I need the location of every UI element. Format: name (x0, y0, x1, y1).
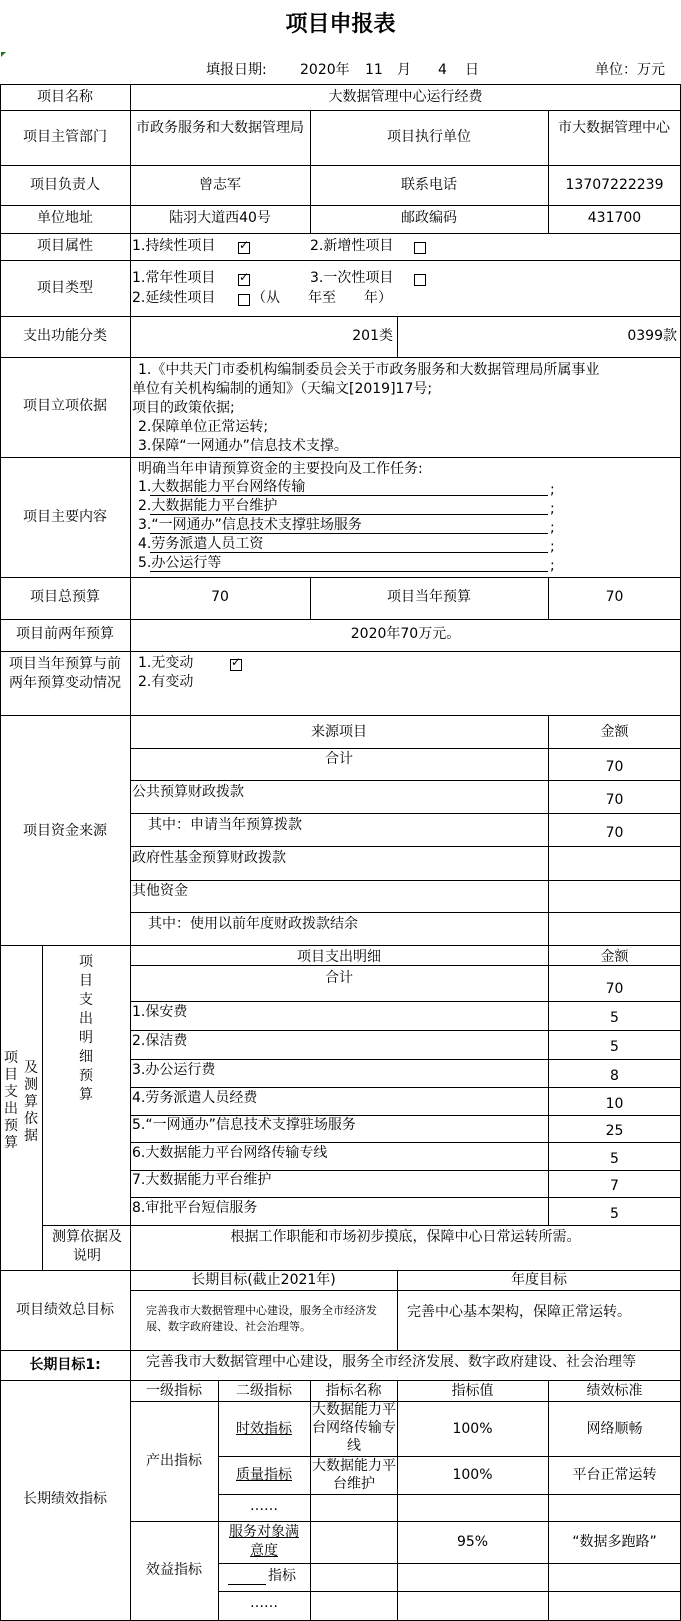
funding-row-public: 公共预算财政拨款 (132, 784, 244, 800)
type-option-2-range: （从 年至 年） (252, 290, 392, 306)
project-name-label: 项目名称 (37, 89, 93, 105)
fill-year: 2020年 (300, 62, 350, 78)
quality-indicator-name: 大数据能力平台维护 (312, 1458, 396, 1492)
basis-line-1: 1.《中共天门市委机构编制委员会关于市政务服务和大数据管理局所属事业 (138, 362, 600, 378)
type-checkbox-3[interactable] (414, 274, 426, 286)
phone-label: 联系电话 (401, 177, 457, 193)
expense-row-8: 8.审批平台短信服务 (132, 1200, 258, 1216)
indicator-header-level1: 一级指标 (146, 1383, 202, 1399)
current-budget-label: 项目当年预算 (387, 589, 471, 605)
fill-month: 11 (365, 62, 383, 78)
phone-value: 13707222239 (565, 177, 664, 193)
quality-indicator-standard: 平台正常运转 (572, 1467, 657, 1483)
expense-row-7-amount: 7 (610, 1178, 619, 1194)
satisfaction-indicator-value: 95% (456, 1534, 489, 1550)
exec-value: 市大数据管理中心 (558, 120, 670, 136)
unit-label: 单位：万元 (595, 62, 665, 78)
attribute-option-2: 2.新增性项目 (310, 238, 394, 254)
content-sep-1: ; (550, 482, 555, 498)
content-underline-4 (150, 552, 548, 553)
expense-inner-label: 项目支出明细预算 (79, 954, 93, 1103)
annual-header: 年度目标 (511, 1272, 567, 1288)
attribute-option-1: 1.持续性项目 (132, 238, 216, 254)
project-name-value: 大数据管理中心运行经费 (328, 89, 483, 105)
funding-amount-header: 金额 (600, 724, 629, 740)
funding-row-gov-fund: 政府性基金预算财政拨款 (132, 850, 286, 866)
funding-row-total-amount: 70 (605, 759, 624, 775)
timeliness-indicator: 时效指标 (236, 1421, 292, 1437)
expense-row-4: 4.劳务派遣人员经费 (132, 1090, 258, 1106)
type-checkbox-2[interactable] (238, 294, 250, 306)
dept-label: 项目主管部门 (23, 129, 107, 145)
total-budget-value: 70 (211, 589, 229, 605)
indicators-label: 长期绩效指标 (23, 1491, 107, 1507)
output-indicator-label: 产出指标 (146, 1453, 202, 1469)
blank-indicator: 指标 (268, 1568, 296, 1584)
indicator-header-level2: 二级指标 (236, 1383, 292, 1399)
funding-source-header: 来源项目 (311, 724, 367, 740)
content-underline-3 (150, 533, 548, 534)
expense-row-1: 1.保安费 (132, 1004, 188, 1020)
funding-row-other: 其他资金 (132, 883, 188, 899)
fill-month-unit: 月 (397, 62, 411, 78)
benefit-indicator-label: 效益指标 (146, 1562, 202, 1578)
content-item-3: 3.“一网通办”信息技术支撑驻场服务 (138, 517, 362, 533)
satisfaction-indicator-standard: “数据多跑路” (572, 1534, 657, 1550)
postcode-label: 邮政编码 (401, 210, 457, 226)
funding-row-public-amount: 70 (605, 792, 624, 808)
type-label: 项目类型 (37, 280, 93, 296)
output-more-dots: …… (250, 1498, 278, 1514)
expense-detail-header: 项目支出明细 (297, 949, 381, 965)
expense-row-2-amount: 5 (610, 1039, 619, 1055)
long-term-header: 长期目标(截止2021年) (191, 1272, 336, 1288)
expense-row-7: 7.大数据能力平台维护 (132, 1172, 272, 1188)
current-budget-value: 70 (605, 589, 624, 605)
funding-label: 项目资金来源 (23, 823, 107, 839)
content-underline-1 (150, 495, 548, 496)
benefit-more-dots: …… (250, 1595, 278, 1611)
type-option-2: 2.延续性项目 (132, 290, 216, 306)
content-sep-3: ; (550, 520, 555, 536)
funding-row-surplus: 其中：使用以前年度财政拨款结余 (148, 916, 358, 932)
total-budget-label: 项目总预算 (30, 589, 100, 605)
expense-row-4-amount: 10 (605, 1096, 624, 1112)
exec-label: 项目执行单位 (387, 129, 471, 145)
satisfaction-indicator: 服务对象满意度 (229, 1524, 299, 1559)
leader-value: 曾志军 (199, 177, 241, 193)
basis-line-2: 单位有关机构编制的通知》（天编文[2019]17号; (132, 381, 433, 397)
budget-change-option-2: 2.有变动 (138, 674, 194, 690)
quality-indicator-value: 100% (452, 1467, 493, 1483)
content-item-1: 1.大数据能力平台网络传输 (138, 479, 306, 495)
expense-basis-label: 测算依据及说明 (52, 1229, 122, 1264)
expense-outer-label-2: 及测算依据 (24, 1060, 38, 1144)
long-term-text: 完善我市大数据管理中心建设，服务全市经济发展、数字政府建设、社会治理等。 (146, 1304, 377, 1333)
long-term-goal-1-text: 完善我市大数据管理中心建设，服务全市经济发展、数字政府建设、社会治理等 (146, 1354, 636, 1370)
timeliness-indicator-standard: 网络顺畅 (586, 1421, 643, 1437)
content-sep-4: ; (550, 539, 555, 555)
timeliness-indicator-name: 大数据能力平台网络传输专线 (312, 1402, 396, 1454)
budget-change-label: 项目当年预算与前两年预算变动情况 (9, 656, 121, 691)
content-underline-2 (150, 514, 548, 515)
content-sep-2: ; (550, 501, 555, 517)
timeliness-indicator-value: 100% (452, 1421, 493, 1437)
attribute-checkbox-2[interactable] (414, 242, 426, 254)
expense-row-1-amount: 5 (610, 1010, 619, 1026)
funding-row-total: 合计 (325, 751, 353, 767)
expense-row-5-amount: 25 (605, 1123, 624, 1139)
attribute-label: 项目属性 (37, 238, 93, 254)
dept-value: 市政务服务和大数据管理局 (136, 120, 304, 136)
expense-row-3-amount: 8 (610, 1068, 619, 1084)
expense-total-label: 合计 (325, 970, 353, 986)
expense-row-6-amount: 5 (610, 1151, 619, 1167)
expense-row-3: 3.办公运行费 (132, 1062, 216, 1078)
leader-label: 项目负责人 (30, 177, 100, 193)
funding-row-current-amount: 70 (605, 825, 624, 841)
budget-change-option-1: 1.无变动 (138, 655, 194, 671)
expense-total-value: 70 (605, 981, 624, 997)
content-item-5: 5.办公运行等 (138, 555, 222, 571)
expense-row-8-amount: 5 (610, 1206, 619, 1222)
content-label: 项目主要内容 (23, 509, 107, 525)
expense-outer-label: 项目支出预算 (4, 1050, 18, 1151)
expense-amount-header: 金额 (600, 949, 629, 965)
quality-indicator: 质量指标 (236, 1467, 292, 1483)
content-underline-5 (150, 571, 548, 572)
expense-basis-value: 根据工作职能和市场初步摸底，保障中心日常运转所需。 (230, 1229, 581, 1245)
cell-marker (1, 52, 6, 57)
prev-budget-label: 项目前两年预算 (16, 626, 114, 642)
indicator-header-name: 指标名称 (325, 1383, 382, 1399)
fill-day-unit: 日 (465, 62, 479, 78)
function-item-value: 0399款 (627, 328, 677, 344)
expense-row-2: 2.保洁费 (132, 1033, 188, 1049)
indicator-header-value: 指标值 (451, 1383, 494, 1399)
fill-date-label: 填报日期: (206, 62, 267, 78)
content-intro: 明确当年申请预算资金的主要投向及工作任务: (138, 461, 423, 477)
function-class-value: 201类 (352, 328, 393, 344)
address-value: 陆羽大道西40号 (169, 210, 271, 226)
address-label: 单位地址 (37, 210, 93, 226)
content-item-4: 4.劳务派遣人员工资 (138, 536, 264, 552)
funding-row-current: 其中：申请当年预算拨款 (148, 817, 302, 833)
prev-budget-value: 2020年70万元。 (350, 626, 461, 642)
content-sep-5: ; (550, 558, 555, 574)
fill-day: 4 (438, 62, 447, 78)
annual-text: 完善中心基本架构，保障正常运转。 (407, 1304, 631, 1320)
form-title: 项目申报表 (285, 12, 396, 37)
expense-row-6: 6.大数据能力平台网络传输专线 (132, 1145, 328, 1161)
function-class-label: 支出功能分类 (23, 328, 107, 344)
basis-line-3: 项目的政策依据; (132, 400, 235, 416)
basis-line-5: 3.保障“一网通办”信息技术支撑。 (138, 438, 348, 454)
basis-label: 项目立项依据 (23, 398, 107, 414)
long-term-goal-1-label: 长期目标1: (29, 1357, 101, 1373)
type-checkbox-1[interactable] (238, 274, 250, 286)
indicator-header-standard: 绩效标准 (586, 1383, 643, 1399)
budget-change-checkbox-1[interactable] (230, 659, 242, 671)
attribute-checkbox-1[interactable] (238, 242, 250, 254)
postcode-value: 431700 (587, 210, 642, 226)
expense-row-5: 5.“一网通办”信息技术支撑驻场服务 (132, 1117, 356, 1133)
type-option-1: 1.常年性项目 (132, 270, 216, 286)
content-item-2: 2.大数据能力平台维护 (138, 498, 278, 514)
performance-label: 项目绩效总目标 (16, 1302, 114, 1318)
basis-line-4: 2.保障单位正常运转; (138, 419, 269, 435)
type-option-3: 3.一次性项目 (310, 270, 394, 286)
blank-indicator-underline (228, 1584, 266, 1585)
